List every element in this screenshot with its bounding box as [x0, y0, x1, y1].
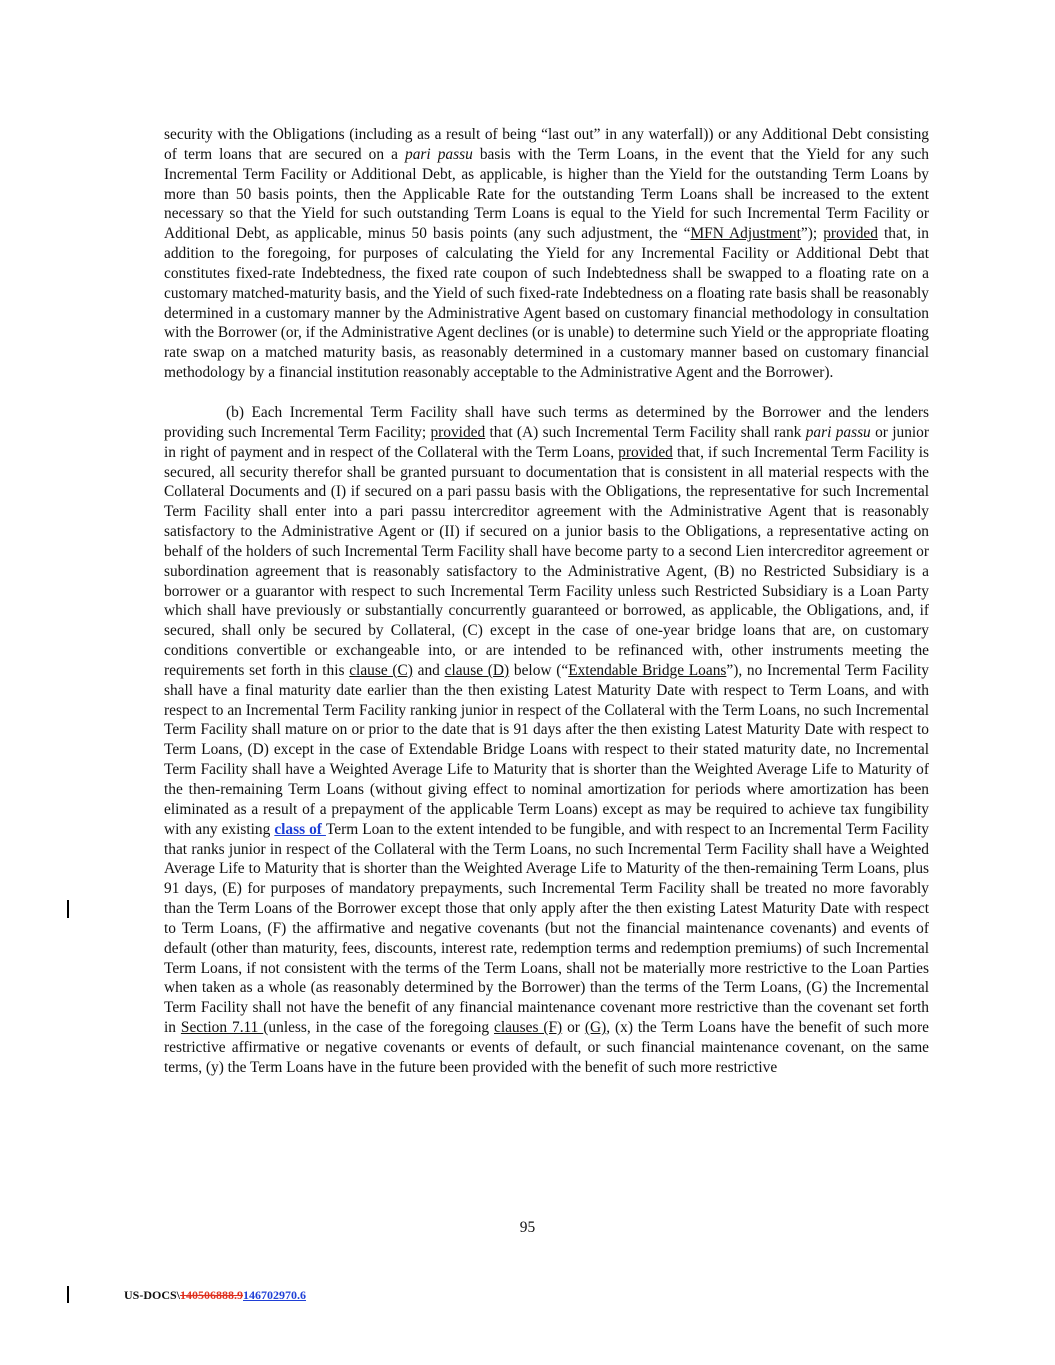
italic-term: pari passu	[405, 145, 473, 163]
text-run: or	[562, 1019, 585, 1037]
text-run: (b) Each Incremental Term Facility shall have such terms as determined by the Borrower and the lenders providing such Incremental Term Facility;	[164, 403, 929, 441]
footer-prefix: US-DOCS\	[124, 1288, 181, 1302]
defined-term-mfn-adjustment: MFN Adjustment	[690, 225, 801, 243]
text-run: or junior in right of payment and in respect of the Collateral with the Term Loans,	[164, 423, 930, 461]
italic-term: pari passu	[805, 423, 871, 441]
text-run: that, if such Incremental Term Facility is secured, all security therefor shall be granted pursuant to documentation that is consistent in all material respects with the Collateral Documents and (I) if secured on a pari passu basis with the Obligations, the representative for such Incremental Term Facility shall enter into a pari passu intercreditor agreement with the Administrative Agent that is reasonably satisfactory to the Administrative Agent or (II) if secured on a junior basis to the Obligations, a representative acting on behalf of the holders of such Incremental Term Facility shall have become party to a second Lien intercreditor agreement or subordination agreement that is reasonably satisfactory to the Administrative Agent, (B) no Restricted Subsidiary is a borrower or a guarantor with respect to such Incremental Term Facility unless such Restricted Subsidiary is a Loan Party which shall have previously or substantially concurrently guaranteed or borrowed, as applicable, the Obligations, and, if secured, shall only be secured by Collateral, (C) except in the case of one-year bridge loans that are, on customary conditions convertible or exchangeable into, or are intended to be refinanced with, other instruments meeting the requirements set forth in this	[164, 443, 929, 679]
page-number: 95	[519, 1219, 536, 1236]
paragraph-a	[164, 125, 929, 383]
section-7-11-reference: Section 7.11	[180, 1019, 264, 1037]
clauses-f-reference: clauses (F)	[493, 1019, 563, 1037]
body-text	[164, 125, 929, 1078]
defined-term-extendable-bridge-loans: Extendable Bridge Loans	[568, 661, 727, 679]
clause-g-reference: (G)	[584, 1019, 607, 1037]
text-run: security with the Obligations (including as a result of being “last out” in any waterfall)) or any Additional Debt consisting of term loans that are secured on a	[164, 126, 929, 163]
inserted-text-class-of: class of	[274, 820, 326, 838]
change-bar-footer	[67, 1286, 69, 1303]
change-bar	[67, 900, 69, 918]
underlined-provided: provided	[430, 423, 486, 441]
deleted-document-id: 140506888.9	[180, 1288, 244, 1302]
text-run: basis with the Term Loans, in the event that the Yield for any such Incremental Term Facility or Additional Debt, as applicable, is higher than the Yield for the outstanding Term Loans by more than 50 basis points, then the Applicable Rate for the outstanding Term Loans shall be increased to the extent necessary so that the Yield for such outstanding Term Loans is equal to the Yield for such Incremental Term Facility or Additional Debt, as applicable, minus 50 basis points (any such adjustment, the “	[164, 145, 929, 243]
text-run: below (“	[509, 661, 569, 679]
text-run: Term Loan to the extent intended to be fungible, and with respect to an Incremental Term Facility that ranks junior in respect of the Collateral with the Term Loans, no such Incremental Term Facility shall have a Weighted Average Life to Maturity that is shorter than the Weighted Average Life to Maturity of the then-remaining Term Loans, plus 91 days, (E) for purposes of mandatory prepayments, such Incremental Term Facility shall be treated no more favorably than the Term Loans of the Borrower except those that only apply after the then existing Latest Maturity Date with respect to Term Loans, (F) the affirmative and negative covenants (but not the financial maintenance covenants) and events of default (other than maturity, fees, discounts, interest rate, redemption terms and redemption premiums) of such Incremental Term Loans, if not consistent with the terms of the Term Loans, shall not be materially more restrictive to the Loan Parties when taken as a whole (as reasonably determined by the Borrower) than the terms of the Term Loans, (G) the Incremental Term Facility shall not have the benefit of any financial maintenance covenant more restrictive than the covenant set forth in	[164, 820, 929, 1037]
text-run: (unless, in the case of the foregoing	[263, 1019, 494, 1037]
text-run: ”), no Incremental Term Facility shall have a final maturity date earlier than the then existing Latest Maturity Date with respect to Term Loans, and with respect to an Incremental Term Facility ranking junior in respect of the Collateral with the Term Loans, no such Incremental Term Facility shall mature on or prior to the date that is 91 days after the then existing Latest Maturity Date with respect to Term Loans, (D) except in the case of Extendable Bridge Loans with respect to their stated maturity date, no Incremental Term Facility shall have a Weighted Average Life to Maturity that is shorter than the Weighted Average Life to Maturity of the then-remaining Term Loans (without giving effect to nominal amortization for periods where amortization has been eliminated as a result of a prepayment of the applicable Term Loans) except as may be required to achieve tax fungibility with any existing	[164, 661, 929, 838]
clause-d-reference: clause (D)	[444, 661, 510, 679]
text-run: , (x) the Term Loans have the benefit of such more restrictive affirmative or negative covenants or events of default, or such financial maintenance covenant, on the same terms, (y) the Term Loans have in the future been provided with the benefit of such more restrictive	[164, 1019, 929, 1076]
text-run: that, in addition to the foregoing, for purposes of calculating the Yield for any Incremental Facility or Additional Debt that constitutes fixed-rate Indebtedness, the fixed rate coupon of such Indebtedness shall be swapped to a floating rate on a customary matched-maturity basis, and the Yield of such fixed-rate Indebtedness on a floating rate basis shall be reasonably determined in a customary manner by the Administrative Agent based on customary financial methodology in consultation with the Borrower (or, if the Administrative Agent declines (or is unable) to determine such Yield or the appropriate floating rate swap on a matched maturity basis, as reasonably determined in a customary manner based on customary financial methodology by a financial institution reasonably acceptable to the Administrative Agent and the Borrower).	[164, 225, 929, 382]
footer-document-id	[124, 1288, 306, 1303]
text-run: that (A) such Incremental Term Facility shall rank	[485, 423, 806, 441]
underlined-provided: provided	[618, 443, 673, 461]
text-run: and	[412, 661, 445, 679]
text-run: ”);	[800, 225, 824, 243]
inserted-document-id: 146702970.6	[243, 1288, 307, 1302]
paragraph-b	[164, 403, 929, 1078]
clause-c-reference: clause (C)	[349, 661, 413, 679]
underlined-provided: provided	[823, 225, 878, 243]
